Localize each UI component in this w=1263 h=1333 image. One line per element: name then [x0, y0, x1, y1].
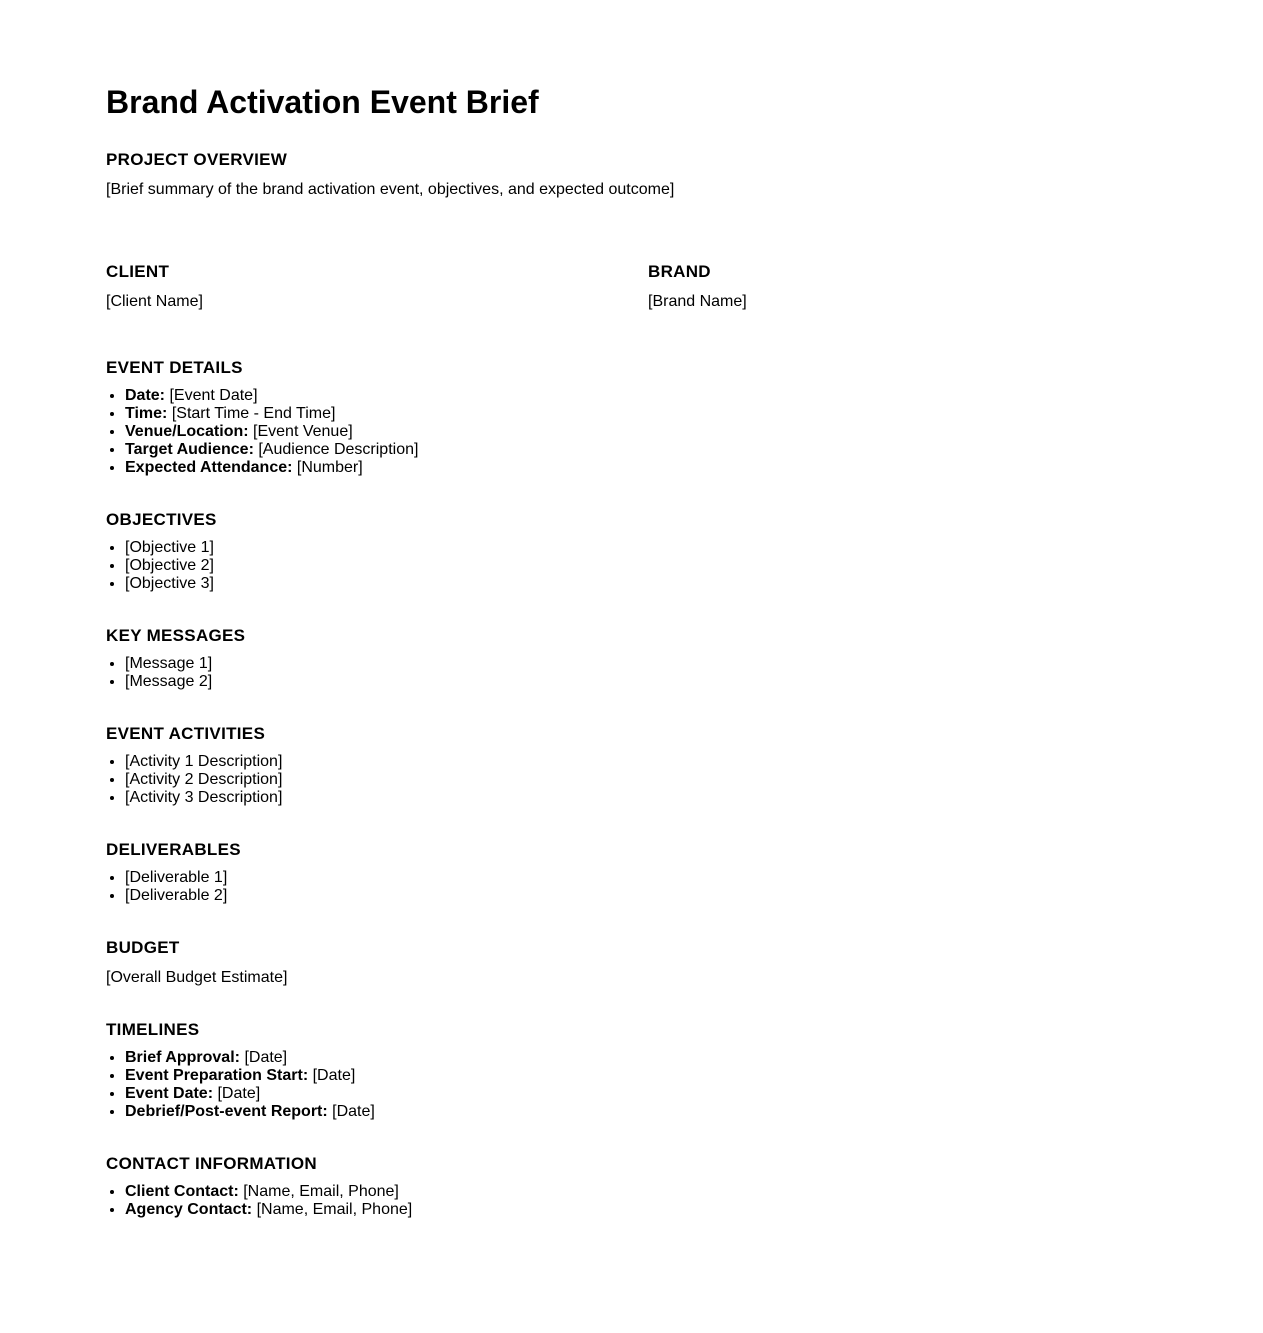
brand-text: [Brand Name]: [648, 293, 747, 310]
list-item: • [Message 2]: [125, 673, 1263, 691]
overview-text: [Brief summary of the brand activation event, objectives, and expected outcome]: [106, 181, 675, 198]
timelines-list: [106, 1049, 1263, 1121]
list-item: [125, 1049, 1263, 1067]
list-item: • [Objective 1]: [125, 539, 1263, 557]
item-value: [Number]: [296, 459, 363, 476]
item-label: Venue/Location:: [125, 423, 249, 440]
event-details-list: [106, 387, 1263, 477]
item-label: Brief Approval:: [125, 1049, 240, 1066]
budget-heading: BUDGET: [106, 938, 180, 957]
key-messages-heading: KEY MESSAGES: [106, 626, 246, 645]
item-value: [Event Venue]: [253, 423, 353, 440]
list-item: • [Activity 3 Description]: [125, 789, 1263, 807]
event-activities-heading: EVENT ACTIVITIES: [106, 724, 266, 743]
list-item: • [Objective 2]: [125, 557, 1263, 575]
list-item: [125, 1067, 1263, 1085]
deliverables-heading: DELIVERABLES: [106, 840, 241, 859]
list-item: [125, 1103, 1263, 1121]
list-item: • [Message 1]: [125, 655, 1263, 673]
deliverables-list: [106, 869, 1263, 905]
list-item: [125, 405, 1263, 423]
brand-heading: BRAND: [648, 262, 711, 281]
list-item: [125, 1201, 1263, 1219]
client-section: [106, 262, 648, 311]
document-title: Brand Activation Event Brief: [106, 84, 539, 120]
item-label: Time:: [125, 405, 168, 422]
list-item: • [Deliverable 1]: [125, 869, 1263, 887]
list-item: • [Activity 2 Description]: [125, 771, 1263, 789]
list-item: [125, 1183, 1263, 1201]
list-item: [125, 1085, 1263, 1103]
item-label: Event Preparation Start:: [125, 1067, 309, 1084]
brand-section: [648, 262, 1190, 311]
item-value: [Event Date]: [169, 387, 258, 404]
event-details-heading: EVENT DETAILS: [106, 358, 243, 377]
item-value: [Date]: [244, 1049, 288, 1066]
overview-heading: PROJECT OVERVIEW: [106, 150, 288, 169]
list-item: [125, 423, 1263, 441]
key-messages-list: [106, 655, 1263, 691]
item-value: [Name, Email, Phone]: [256, 1201, 413, 1218]
client-brand-row: [106, 262, 1263, 311]
item-label: Target Audience:: [125, 441, 254, 458]
item-value: [Audience Description]: [258, 441, 419, 458]
item-label: Client Contact:: [125, 1183, 239, 1200]
event-activities-list: [106, 753, 1263, 807]
objectives-list: [106, 539, 1263, 593]
item-value: [Name, Email, Phone]: [243, 1183, 399, 1200]
item-label: Event Date:: [125, 1085, 214, 1102]
item-label: Date:: [125, 387, 166, 404]
list-item: [125, 459, 1263, 477]
budget-text: [Overall Budget Estimate]: [106, 969, 288, 986]
contact-heading: CONTACT INFORMATION: [106, 1154, 317, 1173]
contact-list: [106, 1183, 1263, 1219]
list-item: [125, 441, 1263, 459]
list-item: • [Activity 1 Description]: [125, 753, 1263, 771]
item-label: Agency Contact:: [125, 1201, 253, 1218]
item-label: Debrief/Post-event Report:: [125, 1103, 328, 1120]
item-value: [Start Time - End Time]: [171, 405, 336, 422]
list-item: [125, 387, 1263, 405]
item-value: [Date]: [312, 1067, 356, 1084]
client-heading: CLIENT: [106, 262, 170, 281]
item-label: Expected Attendance:: [125, 459, 293, 476]
client-text: [Client Name]: [106, 293, 203, 310]
item-value: [Date]: [332, 1103, 375, 1120]
list-item: • [Deliverable 2]: [125, 887, 1263, 905]
objectives-heading: OBJECTIVES: [106, 510, 217, 529]
timelines-heading: TIMELINES: [106, 1020, 200, 1039]
item-value: [Date]: [217, 1085, 261, 1102]
list-item: • [Objective 3]: [125, 575, 1263, 593]
